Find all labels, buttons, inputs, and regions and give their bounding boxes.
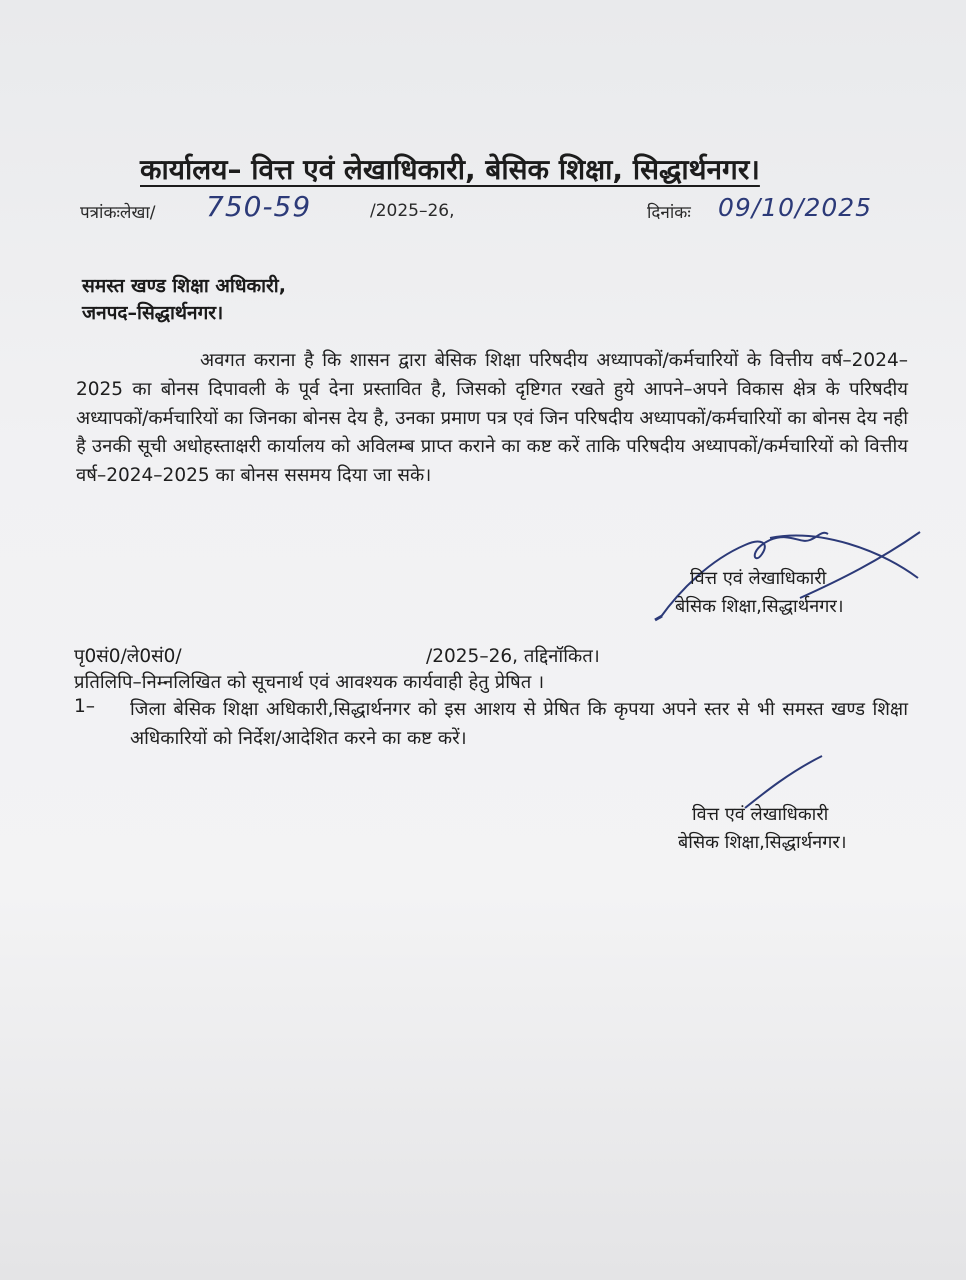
copy-line: प्रतिलिपि–निम्नलिखित को सूचनार्थ एवं आवश्यक कार्यवाही हेतु प्रेषित ।	[74, 672, 545, 693]
signature2-office: बेसिक शिक्षा,सिद्धार्थनगर।	[678, 832, 847, 853]
ref-label: पत्रांकःलेखा/	[80, 203, 156, 223]
ref-year: /2025–26,	[370, 201, 455, 221]
addressee-line2: जनपद–सिद्धार्थनगर।	[82, 302, 224, 324]
body-paragraph-text: अवगत कराना है कि शासन द्वारा बेसिक शिक्षा परिषदीय अध्यापकों/कर्मचारियों के वित्तीय वर्ष–2024–2025 का बोनस दिपावली के पूर्व देना प्रस्तावित है, जिसको दृष्टिगत रखते हुये आपने–अपने विकास क्षेत्र के परिषदीय अध्यापकों/कर्मचारियों का जिनका बोनस देय है, उनका प्रमाण पत्र एवं जिन परिषदीय अध्यापकों/कर्मचारियों का बोनस देय नही है उनकी सूची अधोहस्ताक्षरी कार्यालय को अविलम्ब प्राप्त कराने का कष्ट करें ताकि परिषदीय अध्यापकों/कर्मचारियों को वित्तीय वर्ष–2024–2025 का बोनस ससमय दिया जा सके।	[76, 350, 908, 487]
signature1-office: बेसिक शिक्षा,सिद्धार्थनगर।	[675, 596, 844, 617]
date-label: दिनांकः	[647, 203, 691, 223]
endorsement-ref-label: पृ0सं0/ले0सं0/	[74, 646, 182, 667]
addressee-line1: समस्त खण्ड शिक्षा अधिकारी,	[82, 275, 286, 297]
signature1-designation: वित्त एवं लेखाधिकारी	[690, 568, 827, 589]
date-handwritten: 09/10/2025	[718, 193, 873, 222]
item-number: 1–	[74, 696, 96, 717]
endorsement-ref-suffix: /2025–26, तद्दिनॉकित।	[426, 646, 600, 667]
signature2-designation: वित्त एवं लेखाधिकारी	[692, 804, 829, 825]
ref-number-handwritten: 750-59	[206, 190, 312, 223]
office-title: कार्यालय– वित्त एवं लेखाधिकारी, बेसिक शिक्षा, सिद्धार्थनगर।	[140, 153, 760, 186]
body-paragraph	[76, 347, 908, 491]
item-text: जिला बेसिक शिक्षा अधिकारी,सिद्धार्थनगर को इस आशय से प्रेषित कि कृपया अपने स्तर से भी समस्त खण्ड शिक्षा अधिकारियों को निर्देश/आदेशित करने का कष्ट करें।	[130, 699, 908, 749]
